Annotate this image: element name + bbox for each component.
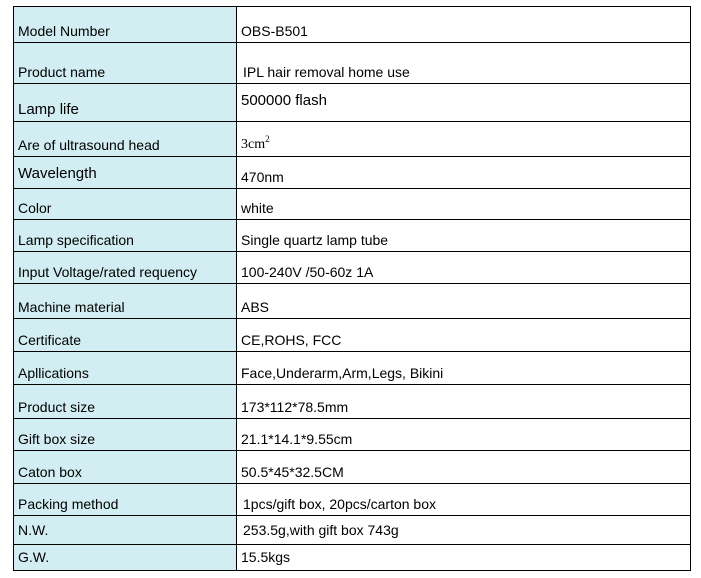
spec-row-machine-material xyxy=(14,284,691,318)
spec-value xyxy=(237,122,691,156)
spec-row-gross-weight xyxy=(14,544,691,570)
spec-value: 15.5kgs xyxy=(237,544,691,570)
spec-row-carton-box xyxy=(14,451,691,483)
spec-value: ABS xyxy=(237,284,691,318)
spec-row-lamp-specification xyxy=(14,219,691,251)
spec-value: 500000 flash xyxy=(237,83,691,121)
spec-label: Lamp specification xyxy=(14,219,237,251)
spec-value: IPL hair removal home use xyxy=(237,43,691,84)
spec-value: 173*112*78.5mm xyxy=(237,384,691,418)
spec-row-color xyxy=(14,189,691,219)
spec-value: CE,ROHS, FCC xyxy=(237,318,691,351)
spec-value: 50.5*45*32.5CM xyxy=(237,451,691,483)
spec-label: Are of ultrasound head xyxy=(14,122,237,156)
spec-row-input-voltage xyxy=(14,251,691,283)
spec-label: N.W. xyxy=(14,516,237,544)
spec-label: Model Number xyxy=(14,7,237,43)
spec-row-wavelength xyxy=(14,156,691,188)
spec-value: OBS-B501 xyxy=(237,7,691,43)
spec-value: 470nm xyxy=(237,156,691,188)
spec-row-packing-method xyxy=(14,483,691,515)
spec-row-product-size xyxy=(14,384,691,418)
spec-row-applications xyxy=(14,352,691,384)
spec-label: Input Voltage/rated requency xyxy=(14,251,237,283)
superscript-exponent: 2 xyxy=(265,133,270,144)
spec-label: G.W. xyxy=(14,544,237,570)
spec-label: Color xyxy=(14,189,237,219)
spec-row-head-area xyxy=(14,122,691,156)
spec-row-gift-box-size xyxy=(14,419,691,451)
spec-value: 100-240V /50-60z 1A xyxy=(237,251,691,283)
spec-value-text: 3cm xyxy=(241,136,266,152)
spec-row-product-name xyxy=(14,43,691,84)
spec-value: white xyxy=(237,189,691,219)
spec-label: Packing method xyxy=(14,483,237,515)
spec-row-model-number xyxy=(14,7,691,43)
spec-label: Product size xyxy=(14,384,237,418)
spec-value: 1pcs/gift box, 20pcs/carton box xyxy=(237,483,691,515)
spec-label: Lamp life xyxy=(14,83,237,121)
spec-label: Gift box size xyxy=(14,419,237,451)
spec-value: 21.1*14.1*9.55cm xyxy=(237,419,691,451)
spec-value: Face,Underarm,Arm,Legs, Bikini xyxy=(237,352,691,384)
spec-label: Caton box xyxy=(14,451,237,483)
spec-row-net-weight xyxy=(14,516,691,544)
spec-label: Product name xyxy=(14,43,237,84)
spec-value: Single quartz lamp tube xyxy=(237,219,691,251)
spec-row-certificate xyxy=(14,318,691,351)
spec-label: Machine material xyxy=(14,284,237,318)
spec-row-lamp-life xyxy=(14,83,691,121)
spec-label: Wavelength xyxy=(14,156,237,188)
spec-label: Apllications xyxy=(14,352,237,384)
product-spec-table xyxy=(13,6,691,571)
spec-value: 253.5g,with gift box 743g xyxy=(237,516,691,544)
spec-label: Certificate xyxy=(14,318,237,351)
